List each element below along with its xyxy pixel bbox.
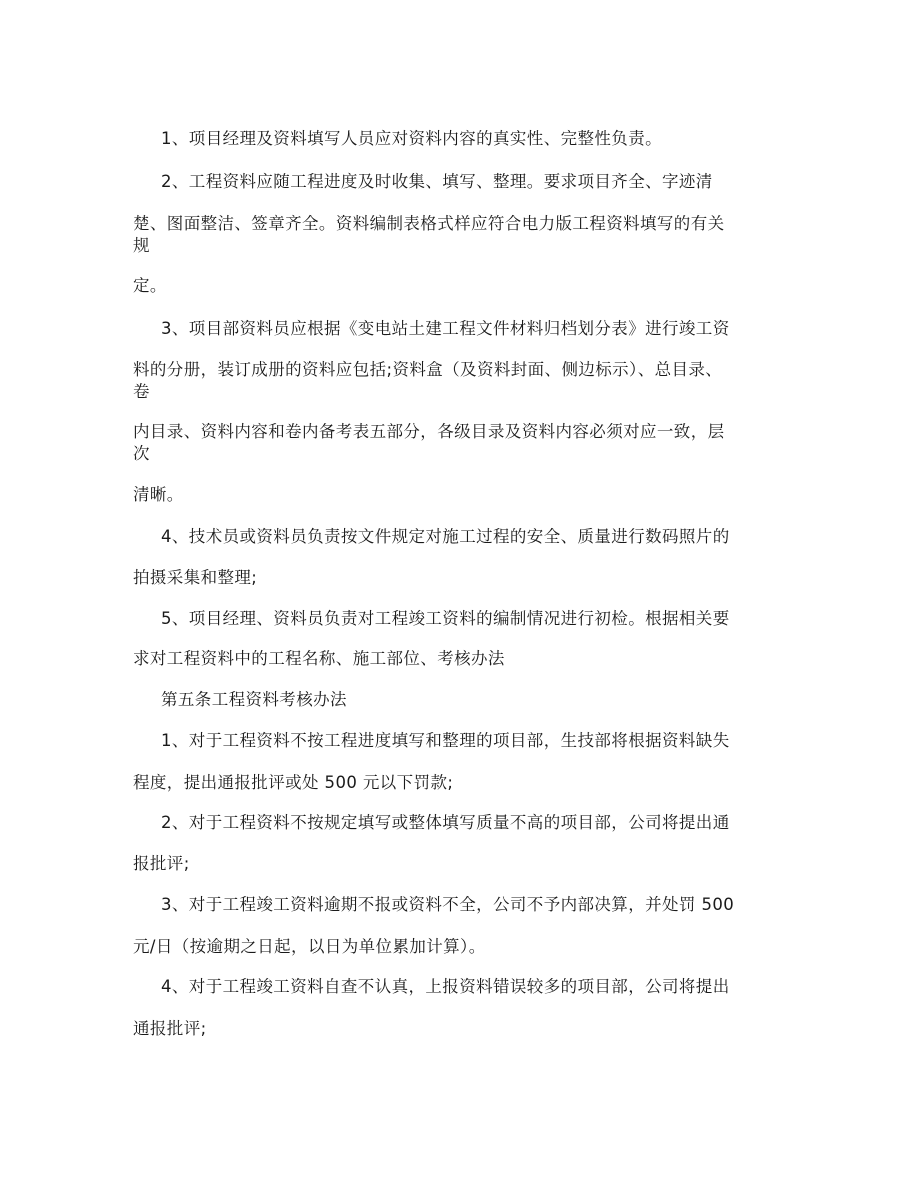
rule-1-line-1: 1、对于工程资料不按工程进度填写和整理的项目部，生技部将根据资料缺失 bbox=[161, 731, 730, 750]
paragraph-1-line-1: 1、项目经理及资料填写人员应对资料内容的真实性、完整性负责。 bbox=[161, 129, 662, 148]
paragraph-5-line-1: 5、项目经理、资料员负责对工程竣工资料的编制情况进行初检。根据相关要 bbox=[161, 609, 730, 628]
paragraph-3-line-4: 内目录、资料内容和卷内备考表五部分，各级目录及资料内容必须对应一致，层 bbox=[133, 422, 725, 441]
paragraph-3-line-2: 料的分册，装订成册的资料应包括;资料盒（及资料封面、侧边标示）、总目录、 bbox=[133, 360, 723, 379]
paragraph-3-line-1: 3、项目部资料员应根据《变电站土建工程文件材料归档划分表》进行竣工资 bbox=[161, 319, 730, 338]
paragraph-3-line-5: 次 bbox=[133, 444, 150, 463]
paragraph-2-line-4: 定。 bbox=[133, 276, 167, 295]
rule-2-line-2: 报批评; bbox=[133, 854, 190, 873]
rule-4-line-1: 4、对于工程竣工资料自查不认真，上报资料错误较多的项目部，公司将提出 bbox=[161, 977, 730, 996]
paragraph-4-line-1: 4、技术员或资料员负责按文件规定对施工过程的安全、质量进行数码照片的 bbox=[161, 527, 730, 546]
paragraph-2-line-3: 规 bbox=[133, 236, 150, 255]
paragraph-4-line-2: 拍摄采集和整理; bbox=[133, 568, 258, 587]
paragraph-3-line-6: 清晰。 bbox=[133, 485, 184, 504]
paragraph-3-line-3: 卷 bbox=[133, 382, 150, 401]
rule-3-line-2: 元/日（按逾期之日起，以日为单位累加计算）。 bbox=[133, 937, 486, 956]
paragraph-2-line-1: 2、工程资料应随工程进度及时收集、填写、整理。要求项目齐全、字迹清 bbox=[161, 172, 713, 191]
rule-1-line-2: 程度，提出通报批评或处 500 元以下罚款; bbox=[133, 773, 454, 792]
rule-4-line-2: 通报批评; bbox=[133, 1019, 207, 1038]
rule-3-line-1: 3、对于工程竣工资料逾期不报或资料不全，公司不予内部决算，并处罚 500 bbox=[161, 895, 735, 914]
paragraph-2-line-2: 楚、图面整洁、签章齐全。资料编制表格式样应符合电力版工程资料填写的有关 bbox=[133, 214, 725, 233]
section-heading: 第五条工程资料考核办法 bbox=[161, 690, 347, 709]
paragraph-5-line-2: 求对工程资料中的工程名称、施工部位、考核办法 bbox=[133, 649, 505, 668]
rule-2-line-1: 2、对于工程资料不按规定填写或整体填写质量不高的项目部，公司将提出通 bbox=[161, 813, 730, 832]
